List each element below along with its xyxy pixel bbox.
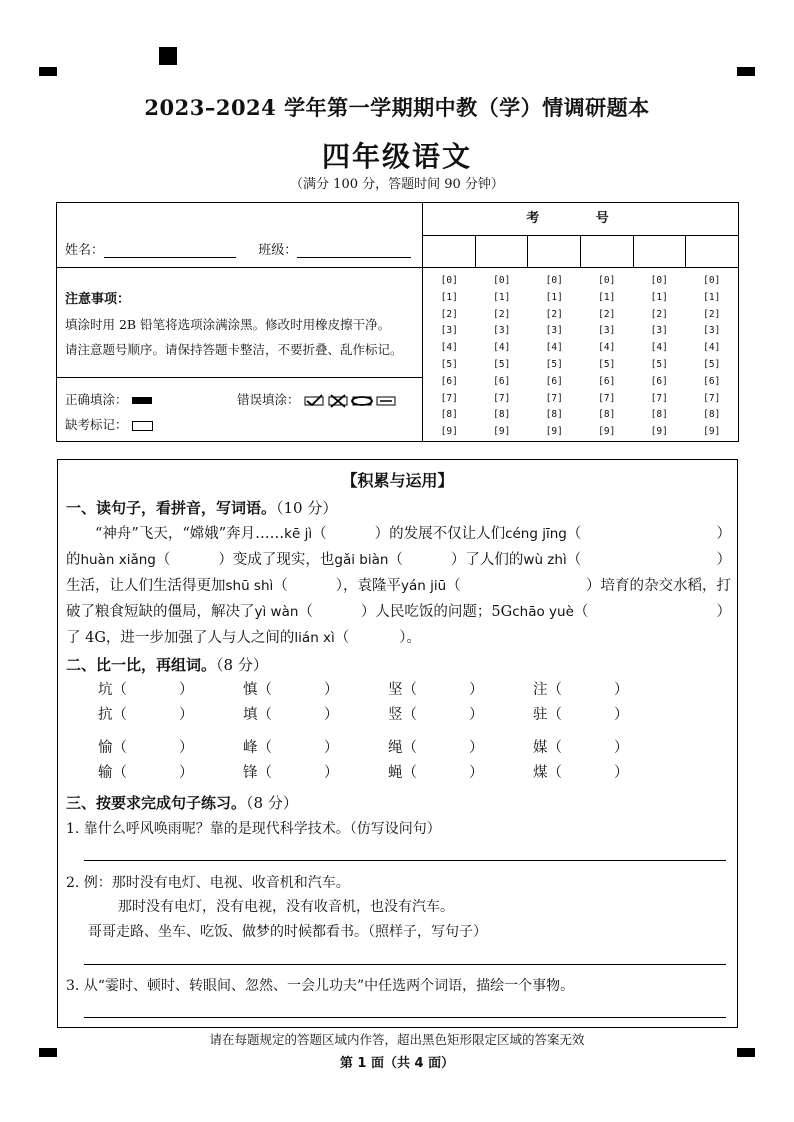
exam-number-box[interactable]	[634, 236, 687, 267]
q1-text: ），袁隆平	[335, 578, 402, 594]
q1-points: （10 分）	[276, 499, 338, 517]
character: 竖	[388, 707, 403, 723]
q1-line-2	[66, 547, 731, 573]
exam-number-box[interactable]	[528, 236, 581, 267]
exam-number-bubble[interactable]: [4]	[598, 342, 616, 354]
exam-number-bubble[interactable]: [1]	[493, 291, 511, 303]
character: 慎	[243, 682, 258, 698]
exam-number-bubble[interactable]: [6]	[545, 375, 563, 387]
word-item: 绳（ ）	[388, 740, 484, 756]
bracket-open: （	[334, 630, 350, 646]
exam-number-bubble[interactable]: [0]	[440, 275, 458, 286]
exam-number-bubble[interactable]: [6]	[440, 375, 458, 387]
exam-number-bubble[interactable]: [9]	[493, 426, 511, 438]
q1-text: 了 4G，进一步加强了人与人之间的	[66, 630, 295, 646]
character: 坚	[388, 682, 403, 698]
exam-number-bubble[interactable]: [5]	[650, 358, 668, 370]
exam-number-bubble[interactable]: [3]	[545, 325, 563, 337]
bracket-open: （	[312, 526, 327, 542]
word-item: 峰（ ）	[243, 740, 339, 756]
bracket-open: （	[446, 578, 461, 594]
exam-number-bubble[interactable]: [7]	[440, 392, 458, 404]
main-answer-area	[57, 459, 738, 1028]
exam-number-bubble[interactable]: [3]	[440, 325, 458, 337]
registration-mark-top-left	[39, 67, 57, 76]
word-item: 慎（ ）	[243, 682, 339, 698]
pinyin: gǎi biàn	[334, 552, 389, 568]
exam-number-bubble[interactable]: [0]	[598, 275, 616, 286]
exam-number-bubble[interactable]: [5]	[545, 358, 563, 370]
word-row	[98, 761, 698, 786]
exam-number-bubble[interactable]: [8]	[598, 409, 616, 421]
q3-points: （8 分）	[246, 794, 298, 812]
exam-number-bubble[interactable]: [8]	[703, 409, 721, 421]
word-item: 竖（ ）	[388, 707, 484, 723]
q1-text: ）变成了现实，也	[218, 552, 335, 568]
q3-sentence-2-task: 哥哥走路、坐车、吃饭、做梦的时候都看书。（照样子，写句子）	[88, 924, 487, 940]
exam-number-bubble[interactable]: [8]	[493, 409, 511, 421]
exam-number-bubble[interactable]: [5]	[440, 358, 458, 370]
q1-text: ）的发展不仅让人们	[374, 526, 506, 542]
exam-number-bubble-column	[633, 273, 686, 441]
score-time-note: （满分 100 分，答题时间 90 分钟）	[290, 177, 504, 192]
q1-text: 的	[66, 552, 81, 568]
pinyin: shū shì	[225, 578, 274, 594]
answer-card-header	[56, 202, 739, 442]
pinyin: lián xì	[294, 630, 335, 646]
wrong-fill-label: 错误填涂：	[237, 392, 300, 407]
exam-number-bubble[interactable]: [7]	[493, 392, 511, 404]
bracket-open: （	[298, 604, 313, 620]
exam-number-bubble[interactable]: [4]	[440, 342, 458, 354]
exam-number-bubble[interactable]: [2]	[598, 308, 616, 320]
fill-example-panel	[57, 378, 422, 441]
character: 峰	[243, 740, 258, 756]
q3-sentence-3: 3. 从“霎时、顿时、转眼间、忽然、一会儿功夫”中任选两个词语，描绘一个事物。	[66, 978, 575, 994]
pinyin: kē jì	[284, 526, 313, 542]
character: 注	[533, 682, 548, 698]
exam-number-bubble-column	[581, 273, 634, 441]
exam-number-bubble[interactable]: [4]	[703, 342, 721, 354]
notice-line-2: 请注意题号顺序。请保持答题卡整洁，不要折叠、乱作标记。	[65, 342, 403, 357]
exam-number-bubble[interactable]: [7]	[650, 392, 668, 404]
exam-number-bubble[interactable]: [1]	[650, 291, 668, 303]
word-item: 输（ ）	[98, 765, 194, 781]
word-item: 媒（ ）	[533, 740, 629, 756]
character: 驻	[533, 707, 548, 723]
exam-number-bubble[interactable]: [1]	[440, 291, 458, 303]
bracket-open: （	[155, 552, 171, 568]
exam-number-bubble[interactable]: [9]	[598, 426, 616, 438]
word-item: 驻（ ）	[533, 707, 629, 723]
exam-number-bubble[interactable]: [3]	[703, 325, 721, 337]
exam-number-bubble-column	[476, 273, 529, 441]
exam-number-bubble[interactable]: [5]	[598, 358, 616, 370]
exam-number-box[interactable]	[686, 236, 738, 267]
exam-number-bubble-column	[423, 273, 476, 441]
notice-panel	[57, 268, 422, 378]
exam-number-bubble[interactable]: [3]	[598, 325, 616, 337]
registration-mark-top-right	[737, 67, 755, 76]
exam-number-bubble[interactable]: [8]	[440, 409, 458, 421]
q1-line-3	[66, 573, 731, 599]
class-field[interactable]	[297, 243, 411, 258]
pinyin: huàn xiǎng	[80, 552, 156, 568]
exam-number-bubble[interactable]: [4]	[650, 342, 668, 354]
q2-group-1	[98, 678, 698, 728]
word-row	[98, 736, 698, 761]
exam-number-bubble[interactable]: [0]	[545, 275, 563, 286]
q1-text: 生活，让人们生活得更加	[66, 578, 226, 594]
word-item: 坑（ ）	[98, 682, 194, 698]
bracket-open: （	[273, 578, 288, 594]
bracket-open: （	[388, 552, 403, 568]
q2-heading	[66, 654, 268, 675]
pinyin: céng jīng	[505, 526, 567, 542]
character: 煤	[533, 765, 548, 781]
exam-number-bubble[interactable]: [1]	[545, 291, 563, 303]
exam-number-bubble[interactable]: [3]	[493, 325, 511, 337]
exam-number-box[interactable]	[423, 236, 476, 267]
q3-sentence-2-head: 2. 例：那时没有电灯、电视、收音机和汽车。	[66, 875, 350, 891]
word-item: 填（ ）	[243, 707, 339, 723]
exam-number-bubble[interactable]: [2]	[440, 308, 458, 320]
q1-text: ）人民吃饭的问题；5G	[360, 604, 513, 620]
word-item: 煤（ ）	[533, 765, 629, 781]
character: 媒	[533, 740, 548, 756]
word-item: 蝇（ ）	[388, 765, 484, 781]
q1-line-1	[66, 521, 731, 547]
exam-number-bubble[interactable]: [0]	[493, 275, 511, 286]
exam-number-bubble[interactable]: [5]	[493, 358, 511, 370]
name-class-row	[57, 203, 422, 268]
q1-title: 一、读句子，看拼音，写词语。	[66, 499, 277, 517]
pinyin: chāo yuè	[512, 604, 574, 620]
exam-number-bubbles	[423, 273, 738, 441]
exam-number-bubble[interactable]: [4]	[545, 342, 563, 354]
exam-number-bubble[interactable]: [7]	[545, 392, 563, 404]
exam-number-boxes	[423, 236, 738, 268]
exam-number-panel	[423, 203, 738, 441]
bracket-close: ）	[716, 552, 731, 568]
section-title: 【积累与运用】	[341, 471, 454, 490]
exam-number-bubble[interactable]: [2]	[493, 308, 511, 320]
q1-text: 破了粮食短缺的僵局，解决了	[66, 604, 255, 620]
bracket-open: （	[566, 526, 582, 542]
exam-number-bubble[interactable]: [9]	[545, 426, 563, 438]
q1-heading	[66, 497, 337, 518]
exam-number-bubble[interactable]: [5]	[703, 358, 721, 370]
q2-group-2	[98, 736, 698, 786]
word-row	[98, 678, 698, 703]
q3-heading	[66, 792, 298, 813]
exam-number-bubble[interactable]: [8]	[650, 409, 668, 421]
word-row	[98, 703, 698, 728]
q2-title: 二、比一比，再组词。	[66, 656, 217, 674]
character: 愉	[98, 740, 113, 756]
character: 绳	[388, 740, 403, 756]
exam-number-box[interactable]	[581, 236, 634, 267]
name-field[interactable]	[104, 243, 236, 258]
exam-number-bubble[interactable]: [7]	[598, 392, 616, 404]
q3-sentence-1: 1. 靠什么呼风唤雨呢？靠的是现代科学技术。（仿写设问句）	[66, 821, 441, 837]
q3-answer-line-1[interactable]	[84, 860, 726, 861]
exam-number-bubble[interactable]: [0]	[650, 275, 668, 286]
pinyin: yì wàn	[254, 604, 299, 620]
exam-number-bubble[interactable]: [6]	[703, 375, 721, 387]
word-item: 抗（ ）	[98, 707, 194, 723]
q1-text: ）培育的杂交水稻，打	[586, 578, 731, 594]
character: 坑	[98, 682, 113, 698]
absent-mark-box[interactable]	[132, 421, 153, 431]
bracket-open: （	[573, 604, 589, 620]
student-info-panel	[57, 203, 423, 441]
word-item: 注（ ）	[533, 682, 629, 698]
character: 锋	[243, 765, 258, 781]
character: 填	[243, 707, 258, 723]
notice-line-1: 填涂时用 2B 铅笔将选项涂满涂黑。修改时用橡皮擦干净。	[65, 317, 391, 332]
character: 抗	[98, 707, 113, 723]
exam-number-bubble[interactable]: [9]	[703, 426, 721, 438]
bracket-close: ）	[716, 604, 731, 620]
exam-number-bubble[interactable]: [2]	[545, 308, 563, 320]
bracket-close: ）	[716, 526, 731, 542]
footer-warning: 请在每题规定的答题区域内作答，超出黑色矩形限定区域的答案无效	[209, 1032, 585, 1047]
filled-bubble-icon	[132, 397, 152, 404]
q3-sentence-2-example: 那时没有电灯，没有电视，没有收音机，也没有汽车。	[118, 899, 454, 915]
exam-number-bubble[interactable]: [8]	[545, 409, 563, 421]
word-item: 愉（ ）	[98, 740, 194, 756]
pinyin: wù zhì	[523, 552, 567, 568]
exam-number-bubble[interactable]: [9]	[440, 426, 458, 438]
absent-mark-label: 缺考标记：	[65, 417, 128, 432]
q3-answer-line-2[interactable]	[84, 964, 726, 965]
q1-line-4	[66, 599, 731, 625]
exam-number-bubble[interactable]: [0]	[703, 275, 721, 286]
q1-line-5	[66, 625, 731, 651]
word-item: 锋（ ）	[243, 765, 339, 781]
character: 输	[98, 765, 113, 781]
registration-mark-top	[159, 47, 177, 65]
q2-points: （8 分）	[216, 656, 268, 674]
exam-title: 2023–2024 学年第一学期期中教（学）情调研题本	[144, 95, 650, 120]
subject-title: 四年级语文	[321, 140, 472, 173]
exam-number-label: 考 号	[423, 203, 738, 236]
q1-text: “神舟”飞天，“嫦娥”奔月……	[95, 526, 285, 542]
wrong-fill-examples-icon	[304, 394, 398, 408]
q3-title: 三、按要求完成句子练习。	[66, 794, 247, 812]
pinyin: yán jiū	[401, 578, 447, 594]
q1-text: ）了人们的	[450, 552, 524, 568]
character: 蝇	[388, 765, 403, 781]
page-number: 第 1 面（共 4 面）	[339, 1056, 455, 1071]
name-label: 姓名：	[65, 243, 105, 258]
exam-number-bubble[interactable]: [6]	[493, 375, 511, 387]
exam-number-box[interactable]	[476, 236, 529, 267]
exam-number-bubble[interactable]: [2]	[650, 308, 668, 320]
exam-number-bubble[interactable]: [6]	[598, 375, 616, 387]
q1-text: ）。	[399, 630, 422, 646]
class-label: 班级：	[258, 243, 298, 258]
exam-number-bubble[interactable]: [6]	[650, 375, 668, 387]
exam-number-bubble[interactable]: [3]	[650, 325, 668, 337]
notice-title: 注意事项：	[65, 292, 131, 307]
exam-number-bubble-column	[686, 273, 739, 441]
correct-fill-label: 正确填涂：	[65, 392, 128, 407]
exam-number-bubble[interactable]: [1]	[598, 291, 616, 303]
exam-number-bubble[interactable]: [2]	[703, 308, 721, 320]
exam-number-bubble[interactable]: [4]	[493, 342, 511, 354]
exam-number-bubble[interactable]: [7]	[703, 392, 721, 404]
word-item: 坚（ ）	[388, 682, 484, 698]
q3-answer-line-3[interactable]	[84, 1017, 726, 1018]
exam-number-bubble[interactable]: [1]	[703, 291, 721, 303]
exam-number-bubble[interactable]: [9]	[650, 426, 668, 438]
bracket-open: （	[566, 552, 582, 568]
exam-number-bubble-column	[528, 273, 581, 441]
